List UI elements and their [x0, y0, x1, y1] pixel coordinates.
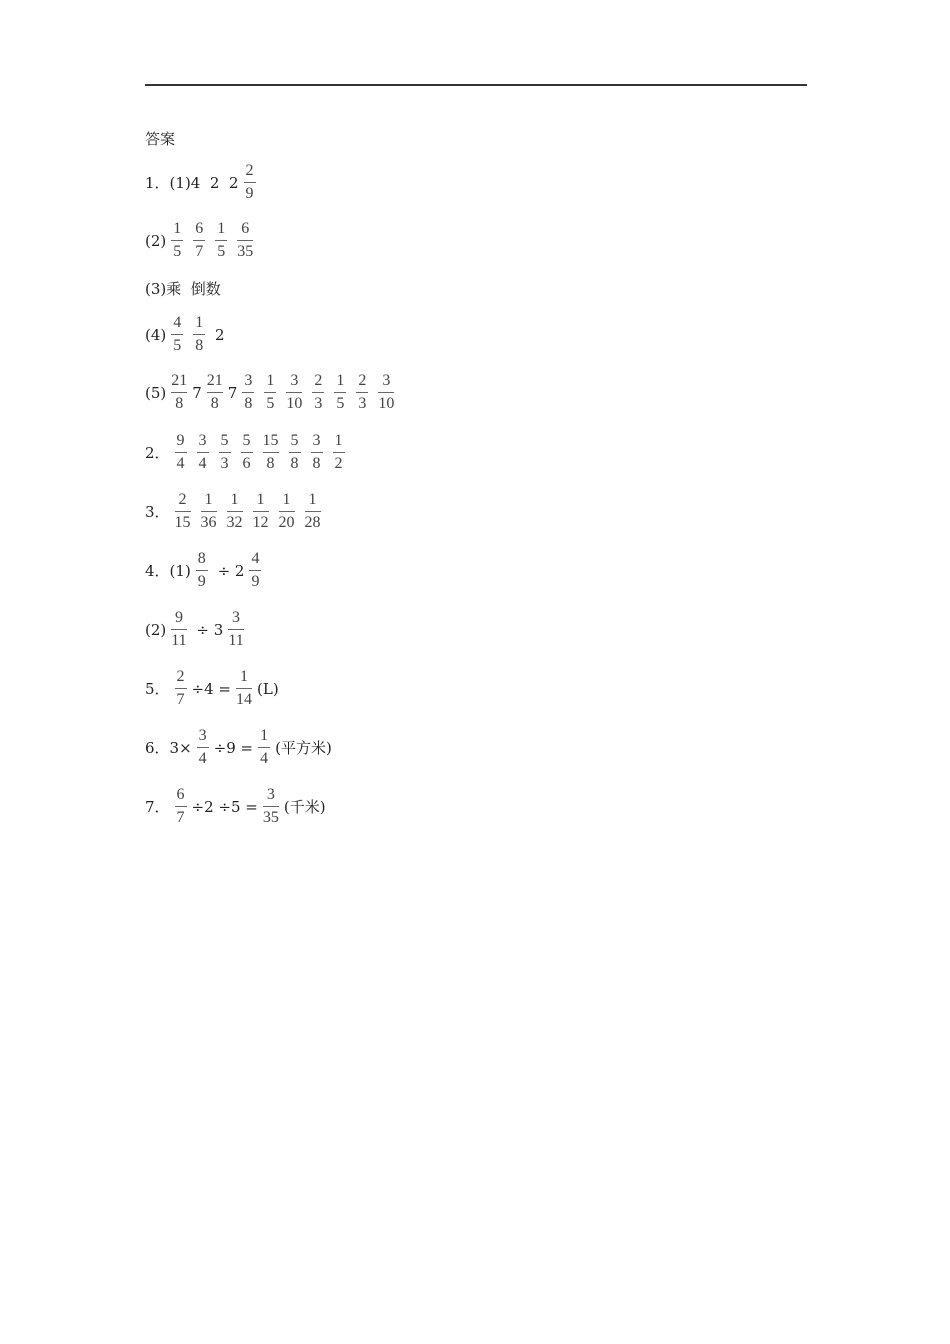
fraction-numerator: 5	[220, 432, 229, 449]
answer-text: (4)	[145, 325, 167, 344]
fraction	[171, 218, 183, 263]
fraction-denominator: 3	[314, 395, 323, 412]
fraction-denominator: 7	[195, 243, 204, 260]
answer-text: 2．	[145, 444, 170, 462]
fraction	[175, 784, 187, 829]
answer-line-9	[145, 607, 249, 652]
answer-line-7	[145, 489, 326, 534]
fraction	[193, 218, 205, 263]
answer-text: ÷ 3	[191, 620, 224, 639]
fraction-denominator: 8	[312, 455, 321, 472]
fraction-numerator: 2	[176, 668, 185, 685]
fraction-denominator: 32	[226, 514, 243, 531]
fraction-denominator: 5	[173, 243, 182, 260]
answer-text: 6．3×	[145, 739, 192, 757]
answer-line-8	[145, 548, 266, 593]
fraction	[201, 489, 217, 534]
answer-text: (5)	[145, 383, 167, 402]
fraction-numerator: 1	[260, 727, 269, 744]
answer-text: ÷4 =	[191, 679, 231, 698]
fraction-denominator: 7	[176, 809, 185, 826]
fraction-denominator: 9	[245, 185, 254, 202]
fraction	[312, 370, 324, 415]
answer-title: 答案	[145, 130, 176, 148]
fraction	[219, 430, 231, 475]
answer-text: (平方米)	[275, 739, 332, 757]
fraction-numerator: 3	[266, 786, 275, 803]
answer-text: 1．(1)4 2 2	[145, 174, 239, 192]
fraction-numerator: 3	[312, 432, 321, 449]
fraction	[356, 370, 368, 415]
fraction-numerator: 15	[262, 432, 279, 449]
fraction	[215, 218, 227, 263]
fraction-denominator: 10	[378, 395, 395, 412]
fraction	[244, 160, 256, 205]
fraction	[175, 666, 187, 711]
fraction-numerator: 3	[198, 432, 207, 449]
fraction-denominator: 2	[334, 455, 343, 472]
fraction	[286, 370, 302, 415]
fraction-denominator: 8	[210, 395, 219, 412]
fraction-denominator: 8	[266, 455, 275, 472]
fraction-numerator: 1	[230, 491, 239, 508]
fraction-numerator: 3	[244, 372, 253, 389]
answer-text: 7	[227, 383, 238, 402]
fraction	[171, 607, 186, 652]
answer-text: (3)乘 倒数	[145, 280, 221, 298]
fraction-numerator: 1	[173, 220, 182, 237]
fraction	[334, 370, 346, 415]
fraction-denominator: 4	[198, 455, 207, 472]
fraction-numerator: 3	[382, 372, 391, 389]
fraction	[197, 430, 209, 475]
fraction	[241, 430, 253, 475]
answer-text: (千米)	[283, 798, 326, 816]
fraction	[207, 370, 223, 415]
answer-text: (L)	[257, 679, 279, 698]
fraction	[227, 489, 243, 534]
fraction-numerator: 4	[173, 314, 182, 331]
answer-line-12	[145, 784, 326, 829]
answer-text: (2)	[145, 231, 167, 250]
fraction	[263, 430, 279, 475]
answer-line-4	[145, 312, 225, 357]
answer-text: 7	[192, 383, 202, 402]
fraction-numerator: 4	[251, 550, 260, 567]
fraction-denominator: 9	[251, 573, 260, 590]
fraction-numerator: 1	[240, 668, 248, 685]
fraction-denominator: 36	[200, 514, 217, 531]
fraction	[333, 430, 345, 475]
fraction-numerator: 1	[256, 491, 265, 508]
fraction-numerator: 21	[206, 372, 223, 389]
fraction-numerator: 1	[334, 432, 343, 449]
fraction-numerator: 2	[358, 372, 367, 389]
fraction	[197, 725, 209, 770]
fraction-denominator: 15	[174, 514, 191, 531]
answer-line-1	[145, 160, 261, 205]
fraction-denominator: 7	[176, 691, 185, 708]
fraction	[279, 489, 295, 534]
fraction	[242, 370, 254, 415]
fraction-denominator: 3	[220, 455, 229, 472]
answer-text: 3．	[145, 503, 170, 521]
fraction-numerator: 1	[195, 314, 204, 331]
fraction	[228, 607, 243, 652]
fraction-numerator: 5	[242, 432, 251, 449]
answer-line-2	[145, 218, 258, 263]
fraction-numerator: 1	[217, 220, 226, 237]
fraction-denominator: 10	[286, 395, 303, 412]
fraction-numerator: 8	[197, 550, 206, 567]
fraction-numerator: 1	[336, 372, 345, 389]
fraction-numerator: 1	[308, 491, 317, 508]
fraction-numerator: 9	[176, 432, 185, 449]
fraction-denominator: 35	[262, 809, 279, 826]
answer-text: ÷2 ÷5 =	[191, 797, 258, 816]
fraction-denominator: 14	[236, 691, 252, 708]
fraction-numerator: 1	[204, 491, 213, 508]
fraction-numerator: 1	[266, 372, 275, 389]
fraction-numerator: 21	[171, 372, 188, 389]
fraction-numerator: 2	[314, 372, 323, 389]
fraction-denominator: 9	[197, 573, 206, 590]
fraction-numerator: 3	[290, 372, 299, 389]
fraction-denominator: 5	[173, 337, 182, 354]
answer-text: ÷ 2	[212, 561, 245, 580]
fraction-denominator: 4	[198, 750, 207, 767]
answer-line-3	[145, 278, 221, 299]
fraction-numerator: 6	[241, 220, 250, 237]
fraction-denominator: 35	[237, 243, 254, 260]
fraction-numerator: 6	[195, 220, 204, 237]
fraction	[289, 430, 301, 475]
fraction-numerator: 2	[178, 491, 187, 508]
fraction	[171, 312, 183, 357]
fraction	[237, 218, 253, 263]
fraction-numerator: 5	[290, 432, 299, 449]
fraction-denominator: 11	[171, 632, 187, 649]
fraction-denominator: 8	[175, 395, 184, 412]
fraction-denominator: 4	[260, 750, 269, 767]
fraction-denominator: 20	[278, 514, 295, 531]
answer-line-6	[145, 430, 350, 475]
fraction	[171, 370, 187, 415]
fraction-numerator: 2	[245, 162, 254, 179]
fraction-numerator: 1	[282, 491, 291, 508]
fraction-denominator: 4	[176, 455, 185, 472]
fraction-numerator: 3	[232, 609, 241, 626]
answer-text: ÷9 =	[213, 738, 254, 757]
fraction	[258, 725, 270, 770]
answer-line-10	[145, 666, 279, 711]
fraction	[175, 430, 187, 475]
fraction-denominator: 8	[195, 337, 204, 354]
fraction	[263, 784, 279, 829]
fraction-denominator: 8	[244, 395, 253, 412]
fraction	[305, 489, 321, 534]
fraction-denominator: 3	[358, 395, 367, 412]
fraction-numerator: 9	[174, 609, 183, 626]
fraction-denominator: 8	[290, 455, 299, 472]
fraction	[378, 370, 394, 415]
fraction-denominator: 12	[252, 514, 269, 531]
fraction-denominator: 5	[336, 395, 345, 412]
fraction-denominator: 11	[228, 632, 244, 649]
fraction	[311, 430, 323, 475]
answer-text: 5．	[145, 680, 170, 698]
fraction-denominator: 28	[304, 514, 321, 531]
fraction-denominator: 5	[266, 395, 275, 412]
answer-line-11	[145, 725, 332, 770]
fraction-numerator: 3	[198, 727, 207, 744]
fraction-numerator: 6	[176, 786, 185, 803]
fraction-denominator: 6	[242, 455, 251, 472]
answer-text: 2	[210, 325, 225, 344]
fraction	[264, 370, 276, 415]
answer-text: (2)	[145, 620, 167, 639]
answer-text: 7．	[145, 798, 170, 816]
fraction	[236, 666, 252, 711]
fraction-denominator: 5	[217, 243, 226, 260]
fraction	[196, 548, 208, 593]
answer-line-5	[145, 370, 399, 415]
fraction	[175, 489, 191, 534]
fraction	[249, 548, 261, 593]
fraction	[253, 489, 269, 534]
fraction	[193, 312, 205, 357]
answer-text: 4．(1)	[145, 562, 191, 580]
header-rule	[145, 84, 807, 86]
